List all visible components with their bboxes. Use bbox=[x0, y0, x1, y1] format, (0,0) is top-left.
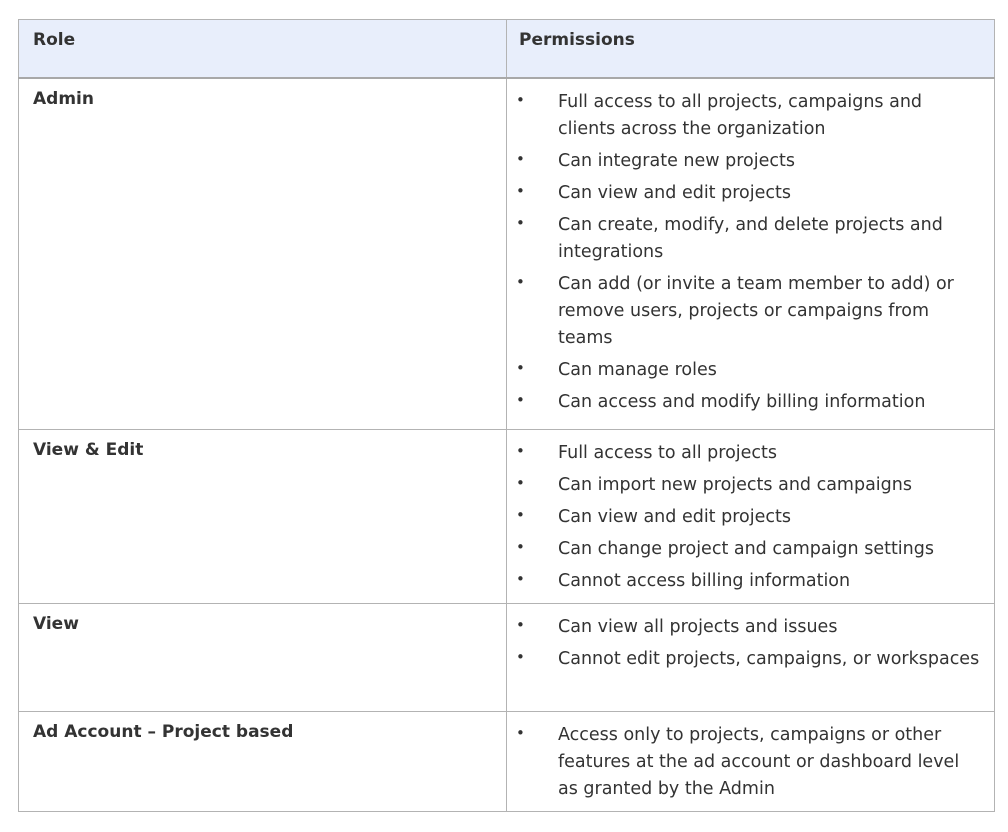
permission-text: Access only to projects, campaigns or other features at the ad account or dashboard level as granted by the Admin bbox=[558, 725, 960, 799]
bullet-icon: • bbox=[516, 648, 525, 666]
list-item bbox=[516, 504, 984, 531]
permission-text: Can view and edit projects bbox=[558, 507, 791, 527]
permission-text: Full access to all projects bbox=[558, 443, 778, 463]
role-name: View bbox=[19, 604, 507, 712]
bullet-icon: • bbox=[516, 358, 525, 377]
permission-text: Cannot access billing information bbox=[558, 571, 851, 591]
header-role: Role bbox=[19, 20, 507, 78]
role-name: View & Edit bbox=[19, 430, 507, 604]
permissions-list bbox=[516, 89, 984, 416]
list-item bbox=[516, 89, 984, 143]
list-item bbox=[516, 722, 984, 803]
bullet-icon: • bbox=[516, 149, 525, 168]
permission-text: Can access and modify billing information bbox=[558, 391, 926, 412]
list-item bbox=[516, 180, 984, 207]
list-item bbox=[516, 440, 984, 467]
permissions-list bbox=[516, 440, 984, 595]
roles-permissions-table bbox=[18, 19, 995, 812]
bullet-icon: • bbox=[516, 181, 525, 200]
bullet-icon: • bbox=[516, 474, 525, 492]
list-item bbox=[516, 568, 984, 595]
table-row-view-edit bbox=[19, 430, 995, 604]
list-item bbox=[516, 614, 984, 641]
permission-text: Can add (or invite a team member to add) or remove users, projects or campaigns from teams bbox=[558, 273, 954, 348]
list-item bbox=[516, 389, 984, 416]
permissions-cell bbox=[507, 712, 995, 812]
table-row-view bbox=[19, 604, 995, 712]
permission-text: Can create, modify, and delete projects and integrations bbox=[558, 214, 943, 262]
permission-text: Full access to all projects, campaigns and clients across the organization bbox=[558, 91, 923, 139]
bullet-icon: • bbox=[516, 390, 525, 409]
permissions-cell bbox=[507, 78, 995, 430]
bullet-icon: • bbox=[516, 538, 525, 556]
permission-text: Can manage roles bbox=[558, 359, 717, 380]
list-item bbox=[516, 646, 984, 673]
permission-text: Can view and edit projects bbox=[558, 182, 791, 203]
role-name: Admin bbox=[19, 78, 507, 430]
role-name: Ad Account – Project based bbox=[19, 712, 507, 812]
permission-text: Cannot edit projects, campaigns, or workspaces bbox=[558, 649, 980, 669]
header-permissions: Permissions bbox=[507, 20, 995, 78]
bullet-icon: • bbox=[516, 570, 525, 588]
bullet-icon: • bbox=[516, 90, 525, 109]
list-item bbox=[516, 148, 984, 175]
list-item bbox=[516, 472, 984, 499]
bullet-icon: • bbox=[516, 442, 525, 460]
permissions-cell bbox=[507, 430, 995, 604]
permission-text: Can integrate new projects bbox=[558, 150, 795, 171]
bullet-icon: • bbox=[516, 616, 525, 634]
table-row-ad-account bbox=[19, 712, 995, 812]
bullet-icon: • bbox=[516, 213, 525, 232]
header-row bbox=[19, 20, 995, 78]
permissions-cell bbox=[507, 604, 995, 712]
bullet-icon: • bbox=[516, 724, 525, 742]
permission-text: Can import new projects and campaigns bbox=[558, 475, 912, 495]
bullet-icon: • bbox=[516, 506, 525, 524]
bullet-icon: • bbox=[516, 272, 525, 291]
list-item bbox=[516, 212, 984, 266]
permissions-list bbox=[516, 614, 984, 673]
list-item bbox=[516, 536, 984, 563]
permission-text: Can change project and campaign settings bbox=[558, 539, 934, 559]
permission-text: Can view all projects and issues bbox=[558, 617, 838, 637]
table-body bbox=[19, 78, 995, 812]
table-header bbox=[19, 20, 995, 78]
list-item bbox=[516, 271, 984, 352]
list-item bbox=[516, 357, 984, 384]
permissions-list bbox=[516, 722, 984, 803]
table-row-admin bbox=[19, 78, 995, 430]
